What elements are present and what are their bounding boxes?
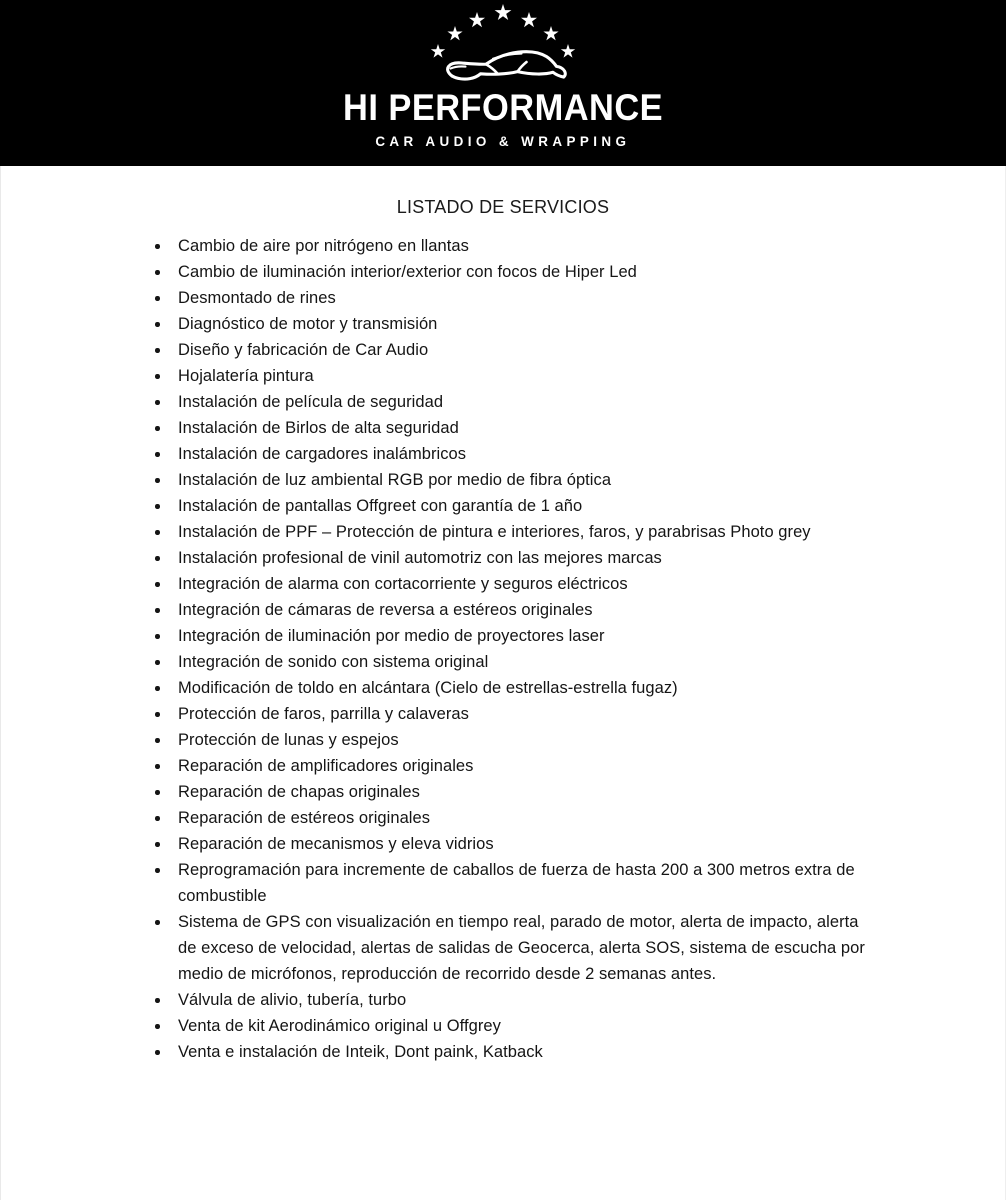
car-body-outline <box>448 52 566 79</box>
list-item: Instalación profesional de vinil automotriz con las mejores marcas <box>153 545 878 571</box>
list-item: Sistema de GPS con visualización en tiempo real, parado de motor, alerta de impacto, alerta de exceso de velocidad, alertas de salidas de Geocerca, alerta SOS, sistema de escucha por medio de micrófonos, reproducción de recorrido desde 2 semanas antes. <box>153 909 878 987</box>
brand-tagline: CAR AUDIO & WRAPPING <box>375 133 631 149</box>
document-content <box>0 166 1006 1200</box>
list-item: Diseño y fabricación de Car Audio <box>153 337 878 363</box>
list-item: Instalación de PPF – Protección de pintura e interiores, faros, y parabrisas Photo grey <box>153 519 878 545</box>
list-item: Integración de alarma con cortacorriente y seguros eléctricos <box>153 571 878 597</box>
logo-block <box>0 2 1006 149</box>
sports-car-silhouette-icon <box>398 2 608 88</box>
brand-name: HI PERFORMANCE <box>342 87 664 128</box>
list-item: Integración de iluminación por medio de proyectores laser <box>153 623 878 649</box>
list-item: Cambio de iluminación interior/exterior con focos de Hiper Led <box>153 259 878 285</box>
list-item: Instalación de cargadores inalámbricos <box>153 441 878 467</box>
list-item: Reprogramación para incremente de caballos de fuerza de hasta 200 a 300 metros extra de combustible <box>153 857 878 909</box>
list-item: Reparación de estéreos originales <box>153 805 878 831</box>
list-item: Diagnóstico de motor y transmisión <box>153 311 878 337</box>
list-item: Protección de faros, parrilla y calaveras <box>153 701 878 727</box>
services-list <box>1 233 1005 1065</box>
list-item: Reparación de chapas originales <box>153 779 878 805</box>
list-item: Instalación de pantallas Offgreet con garantía de 1 año <box>153 493 878 519</box>
list-item: Integración de sonido con sistema original <box>153 649 878 675</box>
list-item: Instalación de película de seguridad <box>153 389 878 415</box>
list-item: Instalación de Birlos de alta seguridad <box>153 415 878 441</box>
page-title: LISTADO DE SERVICIOS <box>396 197 610 217</box>
list-item: Instalación de luz ambiental RGB por medio de fibra óptica <box>153 467 878 493</box>
list-item: Válvula de alivio, tubería, turbo <box>153 987 878 1013</box>
list-item: Modificación de toldo en alcántara (Cielo de estrellas-estrella fugaz) <box>153 675 878 701</box>
list-item: Venta de kit Aerodinámico original u Offgrey <box>153 1013 878 1039</box>
list-item: Reparación de amplificadores originales <box>153 753 878 779</box>
list-item: Integración de cámaras de reversa a estéreos originales <box>153 597 878 623</box>
list-item: Desmontado de rines <box>153 285 878 311</box>
list-item: Venta e instalación de Inteik, Dont paink, Katback <box>153 1039 878 1065</box>
list-item: Reparación de mecanismos y eleva vidrios <box>153 831 878 857</box>
star-arc-icon <box>431 4 575 58</box>
brand-header <box>0 0 1006 166</box>
list-item: Cambio de aire por nitrógeno en llantas <box>153 233 878 259</box>
list-item: Hojalatería pintura <box>153 363 878 389</box>
list-item: Protección de lunas y espejos <box>153 727 878 753</box>
